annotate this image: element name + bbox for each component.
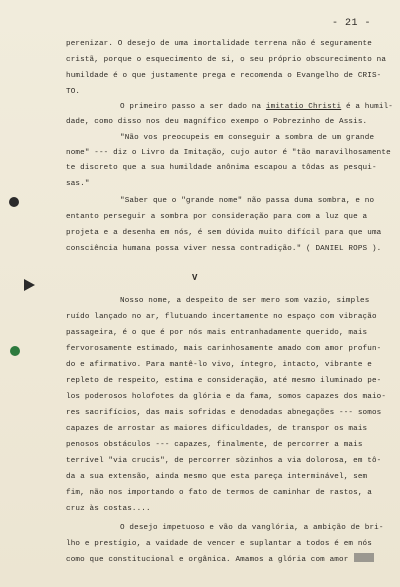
underlined-phrase: imitatio Christi [265, 103, 342, 111]
text-line: do e afirmativo. Para mantê-lo vivo, íntegro, intacto, vibrante e [66, 361, 372, 369]
text-line: consciência humana possa viver nessa contradição." ( DANIEL ROPS ). [66, 245, 382, 253]
punch-hole-icon [9, 197, 19, 207]
text-line: passageira, é o que é por nós mais entranhadamente querido, mais [66, 329, 368, 337]
text-line: dade, como disso nos deu magnífico exempo o Pobrezinho de Assis. [66, 118, 368, 126]
text-line-content: O primeiro passo a ser dado na imitatio Christi é a humil- [120, 103, 394, 111]
text-line: capazes de arrostar as maiores dificuldades, de transpor os mais [66, 425, 368, 433]
text-line: humildade é o que justamente prega e recomenda o Evangelho de CRIS- [66, 72, 382, 80]
text-line: "Não vos preocupeis em conseguir a sombra de um grande [120, 134, 375, 142]
text-line: nome" --- diz o Livro da Imitação, cujo autor é "tão maravilhosamente [66, 149, 391, 157]
triangle-marker-icon [24, 279, 35, 291]
text-line: projeta e a desenha em nós, é sem dúvida muito difícil para que uma [66, 229, 382, 237]
text-line: da a sua extensão, ainda mesmo que esta pareça interminável, sem [66, 473, 368, 481]
text-line: como que constitucional e orgânica. Amamos a glória com amor [66, 556, 349, 564]
text-line: penosos obstáculos --- capazes, finalmente, de percorrer a mais [66, 441, 363, 449]
text-line: sas." [66, 180, 90, 188]
text-line [120, 103, 393, 111]
text-line: TO. [66, 88, 81, 96]
text-line: lho e prestígio, a vaidade de vencer e suplantar a todos é em nós [66, 540, 372, 548]
text-line: fim, não nos importando o fato de termos de caminhar de rastos, a [66, 489, 372, 497]
text-line: entanto perseguir a sombra por consideração para com a luz que a [66, 213, 368, 221]
text-line: Nosso nome, a despeito de ser mero som vazio, simples [120, 297, 370, 305]
text-line: terrível "via crucis", de percorrer sòzinhos a via dolorosa, em tô- [66, 457, 382, 465]
text-line: cruz às costas.... [66, 505, 151, 513]
text-line: cristã, porque o esquecimento de si, o seu próprio obscurecimento na [66, 56, 387, 64]
text-line: fervorosamente estimado, mais carinhosamente amado com amor profun- [66, 345, 382, 353]
ink-smudge [354, 553, 374, 562]
section-numeral: V [192, 273, 198, 283]
text-line: te discreto que a sua humildade anônima escapou a tôdas as pesqui- [66, 164, 377, 172]
text-line: ruído lançado no ar, flutuando incertamente no espaço com vibração [66, 313, 377, 321]
text-line: los poderosos holofotes da glória e da fama, somos capazes dos maio- [66, 393, 387, 401]
text-line: repleto de respeito, estima e consideração, até mesmo iluminado pe- [66, 377, 382, 385]
green-dot-icon [10, 346, 20, 356]
text-line: res sacrifícios, das mais sofridas e denodadas abnegações --- somos [66, 409, 382, 417]
text-line: O desejo impetuoso e vão da vanglória, a ambição de bri- [120, 524, 384, 532]
text-line: perenizar. O desejo de uma imortalidade terrena não é seguramente [66, 40, 372, 48]
page-number: - 21 - [332, 18, 372, 29]
text-line: "Saber que o "grande nome" não passa duma sombra, e no [120, 197, 375, 205]
